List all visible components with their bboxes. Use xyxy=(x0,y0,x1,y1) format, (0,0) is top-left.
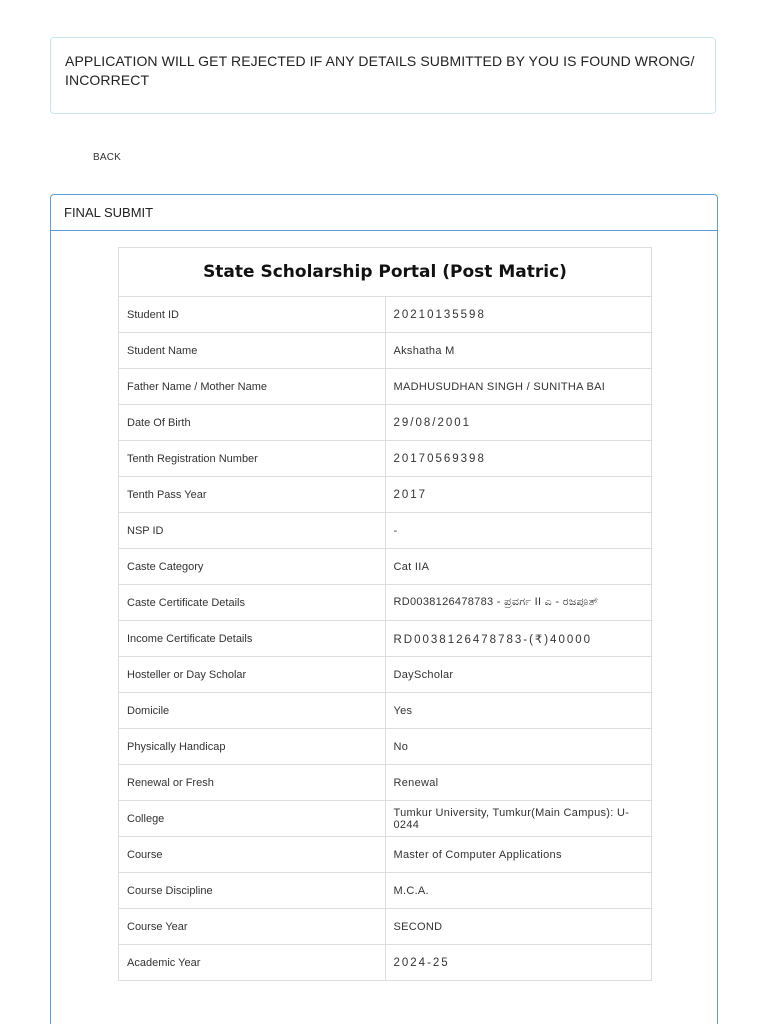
table-row xyxy=(119,765,652,801)
table-row xyxy=(119,369,652,405)
row-value: No xyxy=(385,729,652,765)
row-label: Academic Year xyxy=(119,945,386,981)
row-value: 29/08/2001 xyxy=(385,405,652,441)
row-label: Course xyxy=(119,837,386,873)
row-value: - xyxy=(385,513,652,549)
table-row xyxy=(119,333,652,369)
row-value: SECOND xyxy=(385,909,652,945)
table-row xyxy=(119,405,652,441)
row-label: College xyxy=(119,801,386,837)
row-value: RD0038126478783-(₹)40000 xyxy=(385,621,652,657)
table-row xyxy=(119,945,652,981)
table-row xyxy=(119,513,652,549)
row-value: 20170569398 xyxy=(385,441,652,477)
table-row xyxy=(119,873,652,909)
table-row xyxy=(119,441,652,477)
row-label: Date Of Birth xyxy=(119,405,386,441)
final-submit-panel xyxy=(50,194,718,1024)
student-details-table xyxy=(118,247,652,981)
row-label: NSP ID xyxy=(119,513,386,549)
table-row xyxy=(119,837,652,873)
row-value: MADHUSUDHAN SINGH / SUNITHA BAI xyxy=(385,369,652,405)
row-value: 2017 xyxy=(385,477,652,513)
row-label: Course Year xyxy=(119,909,386,945)
table-row xyxy=(119,693,652,729)
row-label: Course Discipline xyxy=(119,873,386,909)
row-value: M.C.A. xyxy=(385,873,652,909)
table-row xyxy=(119,297,652,333)
row-value: Renewal xyxy=(385,765,652,801)
row-value: DayScholar xyxy=(385,657,652,693)
warning-message: APPLICATION WILL GET REJECTED IF ANY DETAILS SUBMITTED BY YOU IS FOUND WRONG/ INCORRECT xyxy=(65,53,695,88)
row-label: Domicile xyxy=(119,693,386,729)
row-value: 2024-25 xyxy=(385,945,652,981)
row-label: Caste Certificate Details xyxy=(119,585,386,621)
row-value: Yes xyxy=(385,693,652,729)
row-value: Akshatha M xyxy=(385,333,652,369)
table-row xyxy=(119,909,652,945)
row-value: Master of Computer Applications xyxy=(385,837,652,873)
row-label: Student Name xyxy=(119,333,386,369)
table-row xyxy=(119,657,652,693)
table-title: State Scholarship Portal (Post Matric) xyxy=(119,248,652,297)
row-value: RD0038126478783 - ಪ್ರವರ್ಗ II ಎ - ರಜಪೂತ್ xyxy=(385,585,652,621)
panel-heading: FINAL SUBMIT xyxy=(51,195,717,231)
row-label: Caste Category xyxy=(119,549,386,585)
row-value: Cat IIA xyxy=(385,549,652,585)
table-body xyxy=(119,297,652,981)
row-label: Renewal or Fresh xyxy=(119,765,386,801)
row-label: Hosteller or Day Scholar xyxy=(119,657,386,693)
table-row xyxy=(119,621,652,657)
row-label: Income Certificate Details xyxy=(119,621,386,657)
warning-alert xyxy=(50,37,716,114)
table-row xyxy=(119,585,652,621)
back-link[interactable]: BACK xyxy=(93,152,122,163)
row-label: Student ID xyxy=(119,297,386,333)
table-title-row xyxy=(119,248,652,297)
row-label: Tenth Pass Year xyxy=(119,477,386,513)
table-row xyxy=(119,801,652,837)
table-row xyxy=(119,477,652,513)
row-value: Tumkur University, Tumkur(Main Campus): U-0244 xyxy=(385,801,652,837)
row-label: Father Name / Mother Name xyxy=(119,369,386,405)
table-row xyxy=(119,729,652,765)
table-row xyxy=(119,549,652,585)
row-label: Physically Handicap xyxy=(119,729,386,765)
row-label: Tenth Registration Number xyxy=(119,441,386,477)
row-value: 20210135598 xyxy=(385,297,652,333)
